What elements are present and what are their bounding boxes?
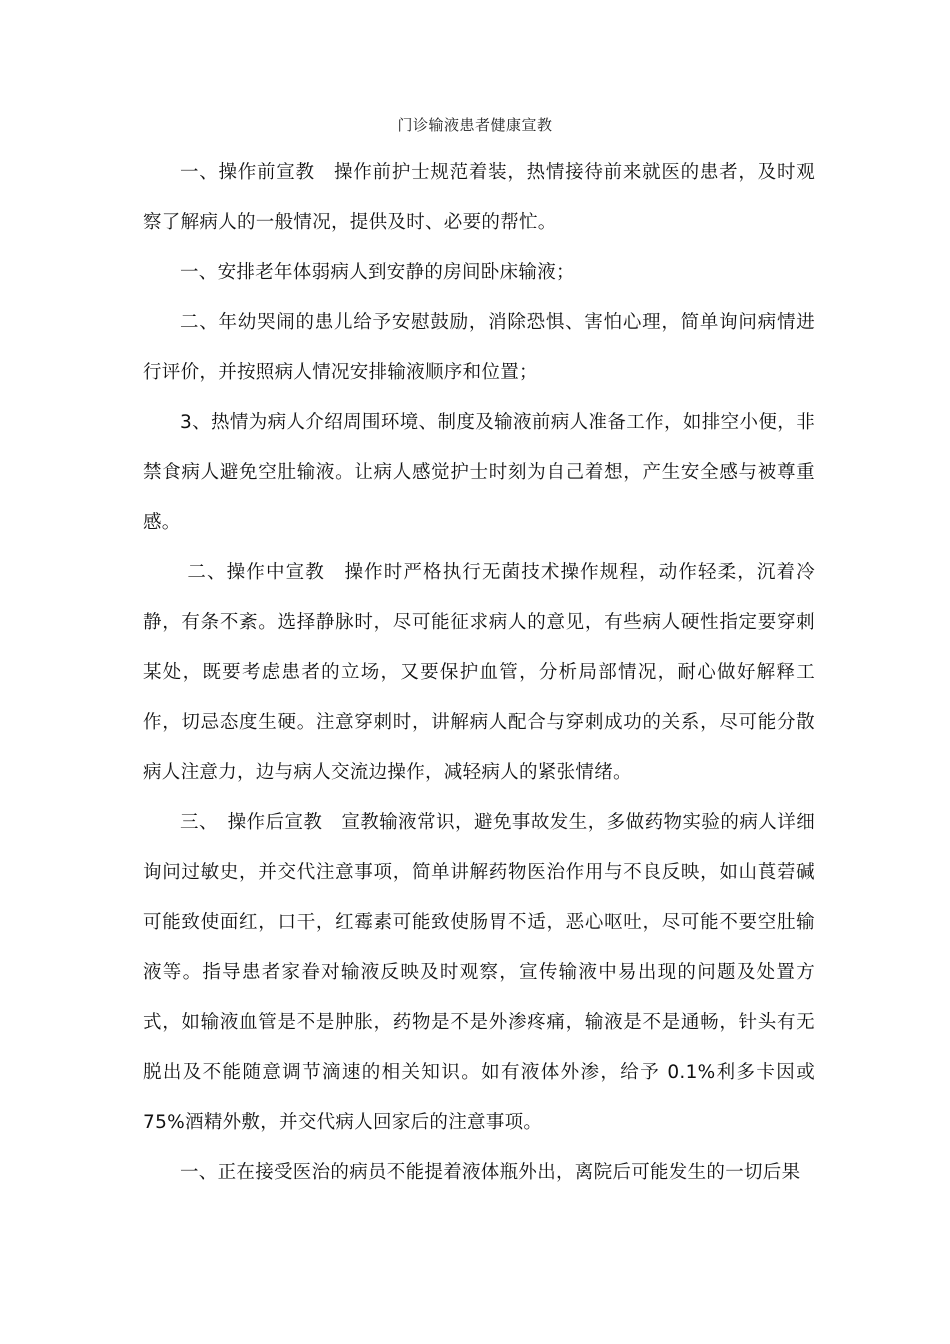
paragraph-environment-intro: 3、热情为病人介绍周围环境、制度及输液前病人准备工作，如排空小便，非禁食病人避免空肚输液。让病人感觉护士时刻为自己着想，产生安全感与被尊重感。	[143, 412, 815, 533]
paragraph-crying-children: 二、年幼哭闹的患儿给予安慰鼓励，消除恐惧、害怕心理，简单询问病情进行评价，并按照病人情况安排输液顺序和位置；	[143, 312, 815, 383]
paragraph-during-operation: 二、操作中宣教 操作时严格执行无菌技术操作规程，动作轻柔，沉着冷静，有条不紊。选择静脉时，尽可能征求病人的意见，有些病人硬性指定要穿刺某处，既要考虑患者的立场，又要保护血管，分析局部情况，耐心做好解释工作，切忌态度生硬。注意穿刺时，讲解病人配合与穿刺成功的关系，尽可能分散病人注意力，边与病人交流边操作，减轻病人的紧张情绪。	[143, 562, 815, 783]
paragraph-leaving-with-bottle: 一、正在接受医治的病员不能提着液体瓶外出，离院后可能发生的一切后果	[180, 1162, 801, 1183]
paragraph-post-operation: 三、 操作后宣教 宣教输液常识，避免事故发生，多做药物实验的病人详细询问过敏史，并交代注意事项，简单讲解药物医治作用与不良反映，如山莨菪碱可能致使面红，口干，红霉素可能致使肠胃不适，恶心呕吐，尽可能不要空肚输液等。指导患者家眷对输液反映及时观察，宣传输液中易出现的问题及处置方式，如输液血管是不是肿胀，药物是不是外渗疼痛，输液是不是通畅，针头有无脱出及不能随意调节滴速的相关知识。如有液体外渗，给予 0.1%利多卡因或 75%酒精外敷，并交代病人回家后的注意事项。	[143, 812, 815, 1133]
document-body	[143, 148, 815, 1198]
paragraph-elderly-patients: 一、安排老年体弱病人到安静的房间卧床输液；	[180, 262, 575, 283]
document-title: 门诊输液患者健康宣教	[397, 116, 553, 134]
paragraph-pre-operation: 一、操作前宣教 操作前护士规范着装，热情接待前来就医的患者，及时观察了解病人的一般情况，提供及时、必要的帮忙。	[143, 162, 815, 233]
